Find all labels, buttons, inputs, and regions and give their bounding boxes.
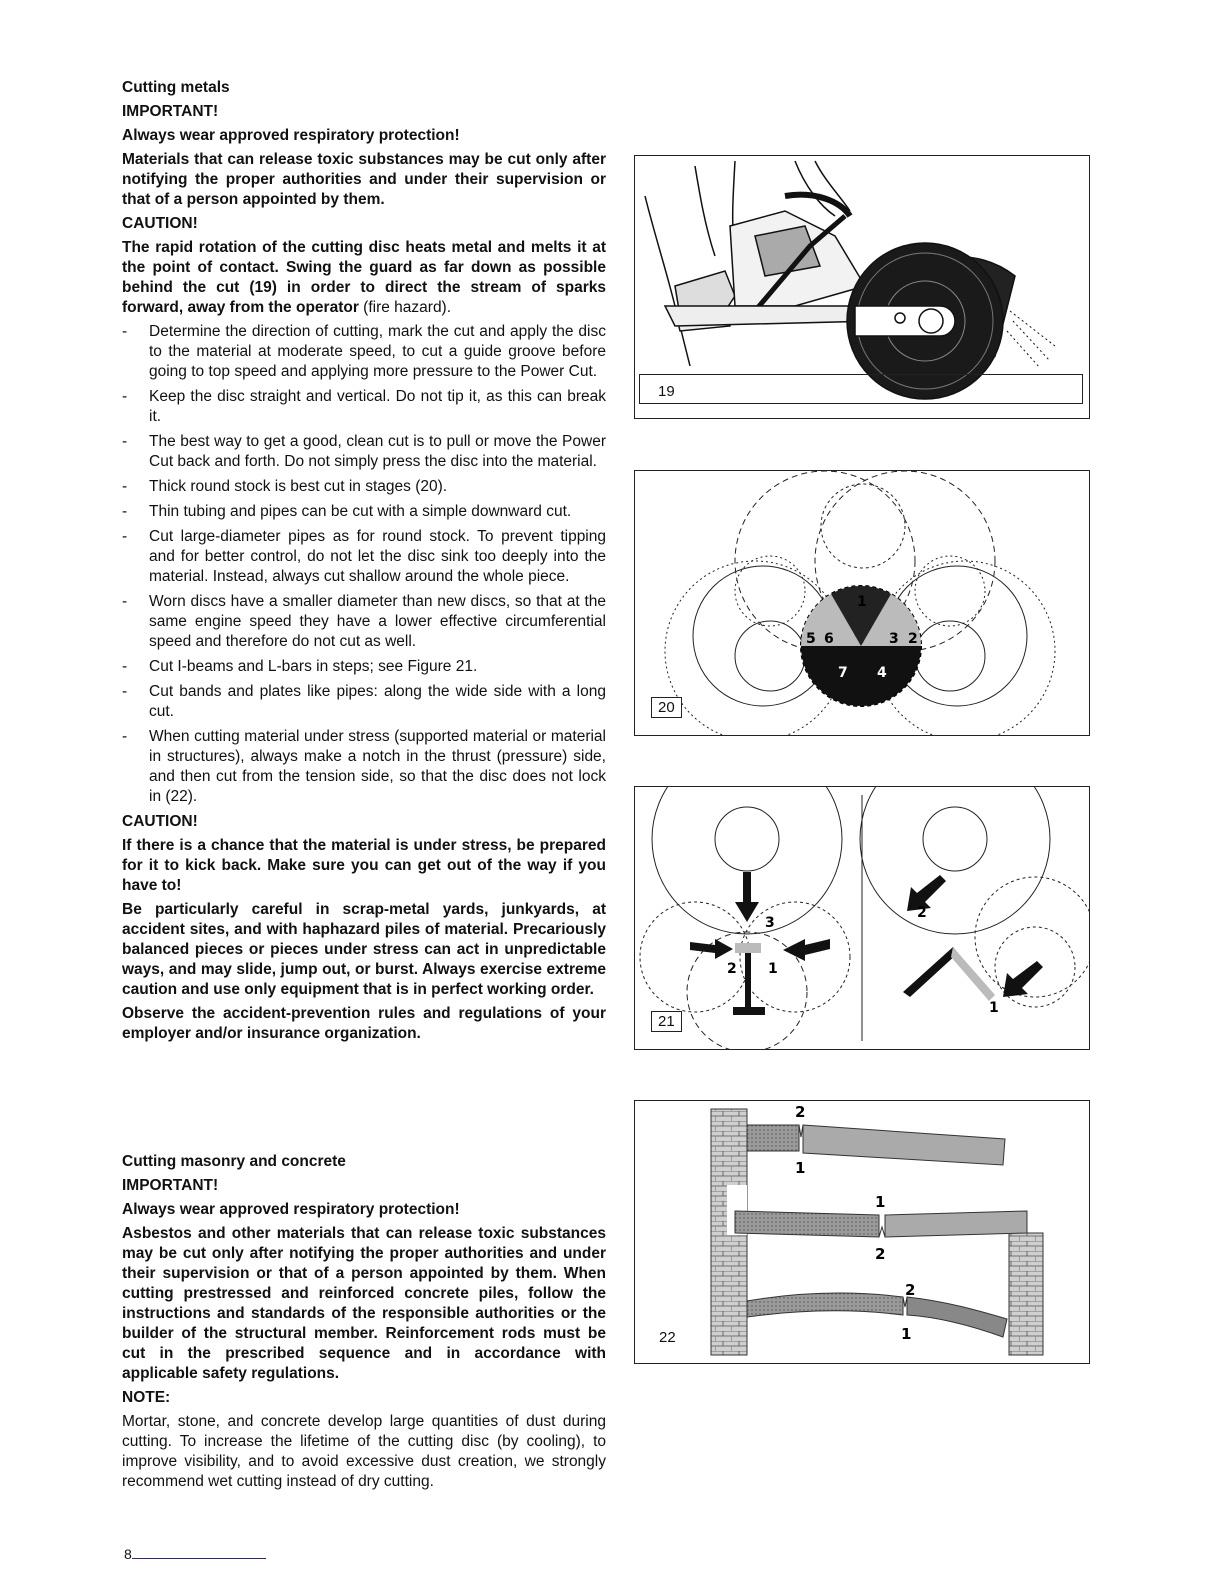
caution-heat-paragraph [122, 238, 606, 318]
stage-label-5: 5 [806, 631, 816, 647]
metal-cutting-tips-list [122, 322, 606, 807]
beam3-label-top: 2 [905, 1281, 916, 1299]
list-item: - Determine the direction of cutting, mark the cut and apply the disc to the material at moderate speed, to cut a guide groove before going to top speed and applying more pressure to the Power Cut. [122, 322, 606, 382]
footer-rule [132, 1558, 266, 1559]
step-label-3: 3 [765, 915, 775, 931]
respiratory-warning: Always wear approved respiratory protection! [122, 1201, 460, 1218]
respiratory-warning: Always wear approved respiratory protection! [122, 127, 460, 144]
note-label: NOTE: [122, 1389, 171, 1406]
step-label-2: 2 [727, 961, 737, 977]
text-column-masonry [122, 1152, 606, 1492]
regulations-note: Observe the accident-prevention rules and regulations of your employer and/or insurance organization. [122, 1005, 606, 1042]
stage-label-4: 4 [877, 665, 887, 681]
toxic-warning: Materials that can release toxic substances may be cut only after notifying the proper authorities and under their supervision or that of a person appointed by them. [122, 151, 606, 208]
figure-number-22: 22 [659, 1329, 676, 1346]
stage-label-1: 1 [857, 594, 867, 610]
beam1-label-top: 2 [795, 1103, 806, 1121]
kickback-warning: If there is a chance that the material is under stress, be prepared for it to kick back. Make sure you can get out of the way if you have to! [122, 837, 606, 894]
asbestos-warning: Asbestos and other materials that can release toxic substances may be cut only after notifying the proper authorities and under their supervision or that of a person appointed by them. When cutting prestressed and reinforced concrete piles, follow the instructions and standards of the responsible authorities or the builder of the structural member. Reinforcement rods must be cut in the prescribed sequence and in accordance with applicable safety regulations. [122, 1225, 606, 1382]
figure-number-19: 19 [639, 374, 1083, 404]
list-item: - Cut I-beams and L-bars in steps; see Figure 21. [122, 657, 606, 677]
important-label: IMPORTANT! [122, 103, 219, 120]
figure-19-saw-cutting [634, 155, 1090, 419]
note-text: Mortar, stone, and concrete develop large quantities of dust during cutting. To increase the lifetime of the cutting disc (by cooling), to improve visibility, and to avoid excessive dust creation, we strongly recommend wet cutting instead of dry cutting. [122, 1413, 606, 1490]
section-title-metals: Cutting metals [122, 79, 230, 96]
figure-20-round-stock-stages [634, 470, 1090, 736]
list-item: - Thick round stock is best cut in stages (20). [122, 477, 606, 497]
list-item: - Cut bands and plates like pipes: along the wide side with a long cut. [122, 682, 606, 722]
list-item: - When cutting material under stress (supported material or material in structures), always make a notch in the thrust (pressure) side, and then cut from the tension side, so that the disc does not lock in (22). [122, 727, 606, 807]
caution-heat-bold: The rapid rotation of the cutting disc heats metal and melts it at the point of contact. Swing the guard as far down as possible behind the cut (19) in order to direct the stream of sparks forward, away from the operator [122, 239, 606, 316]
page-number: 8 [124, 1546, 132, 1562]
scrapyard-warning: Be particularly careful in scrap-metal yards, junkyards, at accident sites, and with haphazard piles of material. Precariously balanced pieces or pieces under stress can act in unpredictable ways, and may slide, jump out, or burst. Always exercise extreme caution and use only equipment that is in perfect working order. [122, 901, 606, 998]
stage-label-2: 2 [908, 631, 918, 647]
list-item: - Worn discs have a smaller diameter than new discs, so that at the same engine speed they have a lower effective circumferential speed and therefore do not cut as well. [122, 592, 606, 652]
beam3-label-bottom: 1 [901, 1325, 912, 1343]
list-item: - Cut large-diameter pipes as for round stock. To prevent tipping and for better control, do not let the disc sink too deeply into the material. Instead, always cut shallow around the whole piece. [122, 527, 606, 587]
stage-label-7: 7 [838, 665, 848, 681]
step-label-1: 1 [768, 961, 778, 977]
figure-21-beam-cutting [634, 786, 1090, 1050]
caution-label: CAUTION! [122, 215, 198, 232]
list-item: - Thin tubing and pipes can be cut with a simple downward cut. [122, 502, 606, 522]
beam2-label-top: 1 [875, 1193, 886, 1211]
text-column-metals [122, 78, 606, 1044]
stage-label-3: 3 [889, 631, 899, 647]
caution-heat-tail: (fire hazard). [358, 299, 452, 316]
caution-label: CAUTION! [122, 813, 198, 830]
stress-beams-diagram [635, 1101, 1089, 1363]
figure-number-21: 21 [651, 1011, 682, 1032]
beam-cutting-diagram [635, 787, 1089, 1049]
step-label-1-right: 1 [989, 1000, 999, 1016]
stage-label-6: 6 [824, 631, 834, 647]
beam2-label-bottom: 2 [875, 1245, 886, 1263]
figure-22-material-under-stress [634, 1100, 1090, 1364]
list-item: - Keep the disc straight and vertical. Do not tip it, as this can break it. [122, 387, 606, 427]
section-title-masonry: Cutting masonry and concrete [122, 1153, 346, 1170]
beam1-label-bottom: 1 [795, 1159, 806, 1177]
list-item: - The best way to get a good, clean cut is to pull or move the Power Cut back and forth. Do not simply press the disc into the material. [122, 432, 606, 472]
important-label: IMPORTANT! [122, 1177, 219, 1194]
figure-number-20: 20 [651, 697, 682, 718]
round-stock-diagram [635, 471, 1089, 735]
step-label-2-right: 2 [917, 905, 927, 921]
